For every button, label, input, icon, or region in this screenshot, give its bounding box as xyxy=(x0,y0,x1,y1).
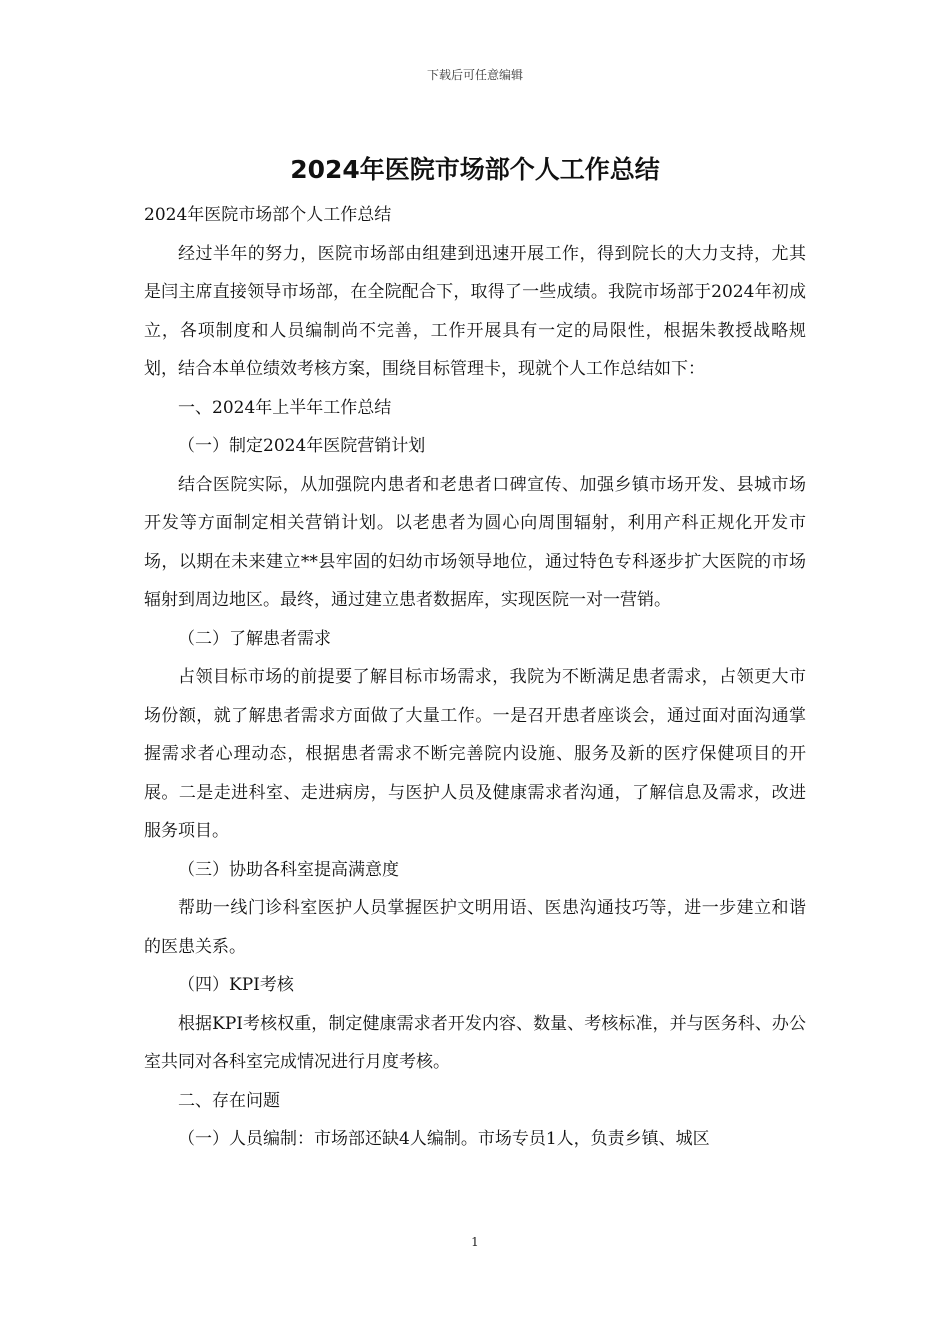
document-subtitle: 2024年医院市场部个人工作总结 xyxy=(144,205,392,225)
paragraph-intro: 经过半年的努力，医院市场部由组建到迅速开展工作，得到院长的大力支持，尤其是闫主席直接领导市场部，在全院配合下，取得了一些成绩。我院市场部于2024年初成立，各项制度和人员编制尚不完善，工作开展具有一定的局限性，根据朱教授战略规划，结合本单位绩效考核方案，围绕目标管理卡，现就个人工作总结如下： xyxy=(144,243,806,379)
paragraph-patient-needs: 占领目标市场的前提要了解目标市场需求，我院为不断满足患者需求，占领更大市场份额，就了解患者需求方面做了大量工作。一是召开患者座谈会，通过面对面沟通掌握需求者心理动态，根据患者需求不断完善院内设施、服务及新的医疗保健项目的开展。二是走进科室、走进病房，与医护人员及健康需求者沟通，了解信息及需求，改进服务项目。 xyxy=(144,667,806,841)
document-title: 2024年医院市场部个人工作总结 xyxy=(290,155,660,184)
subsection-heading-4: （四）KPI考核 xyxy=(178,975,294,995)
document-body xyxy=(144,196,806,1159)
paragraph-staffing: （一）人员编制：市场部还缺4人编制。市场专员1人，负责乡镇、城区 xyxy=(178,1129,710,1149)
paragraph-satisfaction: 帮助一线门诊科室医护人员掌握医护文明用语、医患沟通技巧等，进一步建立和谐的医患关系。 xyxy=(144,898,806,957)
section-heading-2: 二、存在问题 xyxy=(178,1090,280,1111)
subsection-heading-1: （一）制定2024年医院营销计划 xyxy=(178,436,426,456)
page-header: 下载后可任意编辑 xyxy=(426,68,523,82)
subsection-heading-3: （三）协助各科室提高满意度 xyxy=(178,859,399,880)
paragraph-marketing-plan: 结合医院实际，从加强院内患者和老患者口碑宣传、加强乡镇市场开发、县城市场开发等方面制定相关营销计划。以老患者为圆心向周围辐射，利用产科正规化开发市场，以期在未来建立**县牢固的妇幼市场领导地位，通过特色专科逐步扩大医院的市场辐射到周边地区。最终，通过建立患者数据库，实现医院一对一营销。 xyxy=(144,474,806,610)
subsection-heading-2: （二）了解患者需求 xyxy=(178,628,331,649)
paragraph-kpi: 根据KPI考核权重，制定健康需求者开发内容、数量、考核标准，并与医务科、办公室共同对各科室完成情况进行月度考核。 xyxy=(144,1013,806,1072)
section-heading-1: 一、2024年上半年工作总结 xyxy=(178,397,392,418)
page-number: 1 xyxy=(471,1235,479,1249)
